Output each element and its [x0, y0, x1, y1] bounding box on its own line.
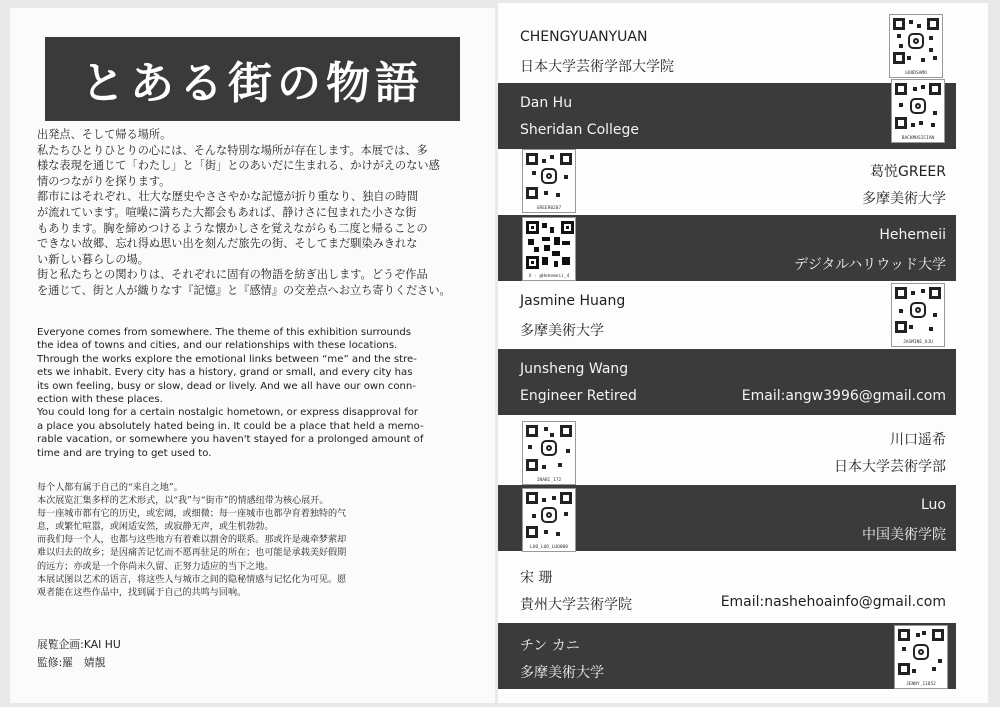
- artist-affiliation: 貴州大学芸術学院: [520, 597, 632, 613]
- artist-email[interactable]: Email:angw3996@gmail.com: [741, 388, 946, 404]
- cn-line: 息，或繁忙喧嚣，或闲适安然，或寂静无声，或生机勃勃。: [37, 522, 274, 533]
- instagram-icon: [910, 302, 926, 318]
- artist-name: Jasmine Huang: [520, 293, 626, 309]
- artist-name: チン カニ: [520, 638, 580, 654]
- en-line: You could long for a certain nostalgic hometown, or express disapproval for: [37, 407, 419, 419]
- qr-caption: JENNY_11852: [906, 682, 936, 687]
- en-line: ection with these places.: [37, 394, 163, 406]
- en-line: ets we inhabit. Every city has a history, grand or small, and every city has: [37, 367, 413, 379]
- qr-code-icon[interactable]: [891, 283, 945, 347]
- artist-email[interactable]: Email:nashehoainfo@gmail.com: [720, 594, 946, 610]
- instagram-icon: [541, 168, 557, 184]
- qr-caption: GOODSAMO: [905, 71, 927, 76]
- artist-row: [498, 83, 956, 149]
- artist-row: [498, 417, 956, 483]
- qr-caption: X · @Hehemeii_4: [528, 274, 570, 279]
- title-band: [45, 37, 460, 121]
- artist-affiliation: 日本大学芸術学部: [834, 459, 946, 475]
- qr-code-icon: [526, 221, 574, 269]
- artist-name: Junsheng Wang: [520, 361, 629, 377]
- right-page: [498, 3, 988, 703]
- artist-affiliation: Sheridan College: [520, 122, 640, 138]
- artist-affiliation: 中国美術学院: [862, 527, 946, 543]
- instagram-icon: [541, 507, 557, 523]
- artist-row: [498, 17, 956, 83]
- artist-affiliation: Engineer Retired: [520, 388, 637, 404]
- english-introduction: [37, 326, 482, 460]
- cn-line: 的远方；亦或是一个你尚未久留、正努力适应的当下之地。: [37, 561, 274, 572]
- cn-line: 每个人都有属于自己的“来自之地”。: [37, 483, 183, 493]
- jp-line: 街と私たちとの関わりは、それぞれに固有の物語を紡ぎ出します。どうぞ作品: [37, 268, 428, 282]
- artist-affiliation: 多摩美術大学: [862, 191, 946, 207]
- jp-line: を通じて、街と人が織りなす『記憶』と『感情』の交差点へお立ち寄りください。: [37, 283, 451, 297]
- jp-line: 出発点、そして帰る場所。: [37, 128, 172, 141]
- jp-line: 都市にはそれぞれ、壮大な歴史やささやかな記憶が折り重なり、独自の時間: [37, 190, 419, 204]
- qr-code-icon[interactable]: [522, 421, 576, 485]
- chinese-introduction: [37, 482, 482, 600]
- artist-row: [498, 623, 956, 689]
- qr-code-icon[interactable]: [889, 14, 943, 78]
- artist-row: [498, 349, 956, 415]
- jp-line: 様な表現を通じて「わたし」と「街」とのあいだに生まれる、かけがえのない感: [37, 159, 440, 173]
- jp-line: 私たちひとりひとりの心には、そんな特別な場所が存在します。本展では、多: [37, 143, 428, 157]
- en-line: rable vacation, or somewhere you haven't stayed for a prolonged amount of: [37, 434, 424, 446]
- en-line: time and are trying to get used to.: [37, 447, 212, 459]
- exhibition-title: とある街の物語: [81, 58, 424, 109]
- en-line: its own feeling, busy or slow, dead or lively. And we all have our own conn-: [37, 380, 416, 392]
- instagram-icon: [908, 33, 924, 49]
- jp-line: もあります。胸を締めつけるような懐かしさを覚えながらも二度と帰ることの: [37, 221, 428, 235]
- artist-affiliation: 多摩美術大学: [520, 323, 604, 339]
- qr-caption: LUO_LUO_LUO000: [530, 545, 568, 550]
- cn-line: 本展试图以艺术的语言，将这些人与城市之间的隐秘情感与记忆化为可见。愿: [37, 574, 347, 585]
- qr-caption: JASMINE_UJU: [903, 340, 933, 345]
- instagram-icon: [541, 440, 557, 456]
- credit-supervision: 監修:羅 婧靚: [37, 656, 106, 669]
- qr-caption: INABI_172: [536, 478, 562, 483]
- cn-line: 每一座城市都有它的历史，或宏阔，或细微；每一座城市也都孕育着独特的气: [37, 509, 347, 520]
- en-line: Through the works explore the emotional links between “me” and the stre-: [37, 353, 417, 365]
- en-line: a place you absolutely hated being in. It could be a place that held a memo-: [37, 420, 424, 432]
- artist-row: [498, 215, 956, 281]
- en-line: the idea of towns and cities, and our relationships with these locations.: [37, 340, 398, 352]
- jp-line: できない故郷、忘れ得ぬ思い出を刻んだ旅先の街、そしてまだ馴染みきれな: [37, 237, 418, 251]
- artist-name: 葛悦GREER: [870, 164, 946, 180]
- artist-name: Dan Hu: [520, 95, 573, 111]
- artist-name: 宋 珊: [520, 570, 553, 586]
- cn-line: 而我们每一个人，也都与这些地方有着难以割舍的联系。那或许是魂牵梦萦却: [37, 535, 347, 546]
- artist-name: Luo: [921, 497, 946, 513]
- qr-caption: GREER0207: [536, 206, 562, 211]
- qr-code-icon[interactable]: [894, 625, 948, 689]
- japanese-introduction: [37, 127, 477, 299]
- cn-line: 难以归去的故乡；是因痛苦记忆而不愿再驻足的所在；也可能是承载美好假期: [37, 548, 347, 559]
- jp-line: が流れています。喧噪に満ちた大都会もあれば、静けさに包まれた小さな街: [37, 205, 417, 219]
- credits: [37, 636, 121, 672]
- jp-line: 情のつながりを探ります。: [37, 174, 171, 188]
- artist-name: CHENGYUANYUAN: [520, 29, 648, 45]
- en-line: Everyone comes from somewhere. The theme of this exhibition surrounds: [37, 327, 412, 338]
- qr-code-icon[interactable]: [891, 79, 945, 143]
- artist-name: Hehemeii: [879, 227, 946, 243]
- left-page: [10, 8, 495, 703]
- instagram-icon: [910, 98, 926, 114]
- artist-row: [498, 149, 956, 215]
- qr-code-icon[interactable]: [522, 217, 576, 281]
- artist-affiliation: デジタルハリウッド大学: [794, 257, 946, 273]
- qr-code-icon[interactable]: [522, 488, 576, 552]
- cn-line: 观者能在这些作品中，找到属于自己的共鸣与回响。: [37, 587, 247, 598]
- artist-affiliation: 多摩美術大学: [520, 665, 604, 681]
- artist-row: [498, 555, 956, 621]
- artist-row: [498, 485, 956, 551]
- instagram-icon: [913, 644, 929, 660]
- qr-code-icon[interactable]: [522, 149, 576, 213]
- cn-line: 本次展览汇集多样的艺术形式，以“我”与“街市”的情感纽带为核心展开。: [37, 496, 329, 507]
- artist-name: 川口遥希: [890, 432, 946, 448]
- jp-line: い新しい暮らしの場。: [37, 252, 149, 266]
- artist-row: [498, 281, 956, 347]
- qr-caption: BACKMUSICIAN: [901, 136, 935, 141]
- credit-planning: 展覧企画:KAI HU: [37, 638, 121, 651]
- artist-affiliation: 日本大学芸術学部大学院: [520, 59, 674, 75]
